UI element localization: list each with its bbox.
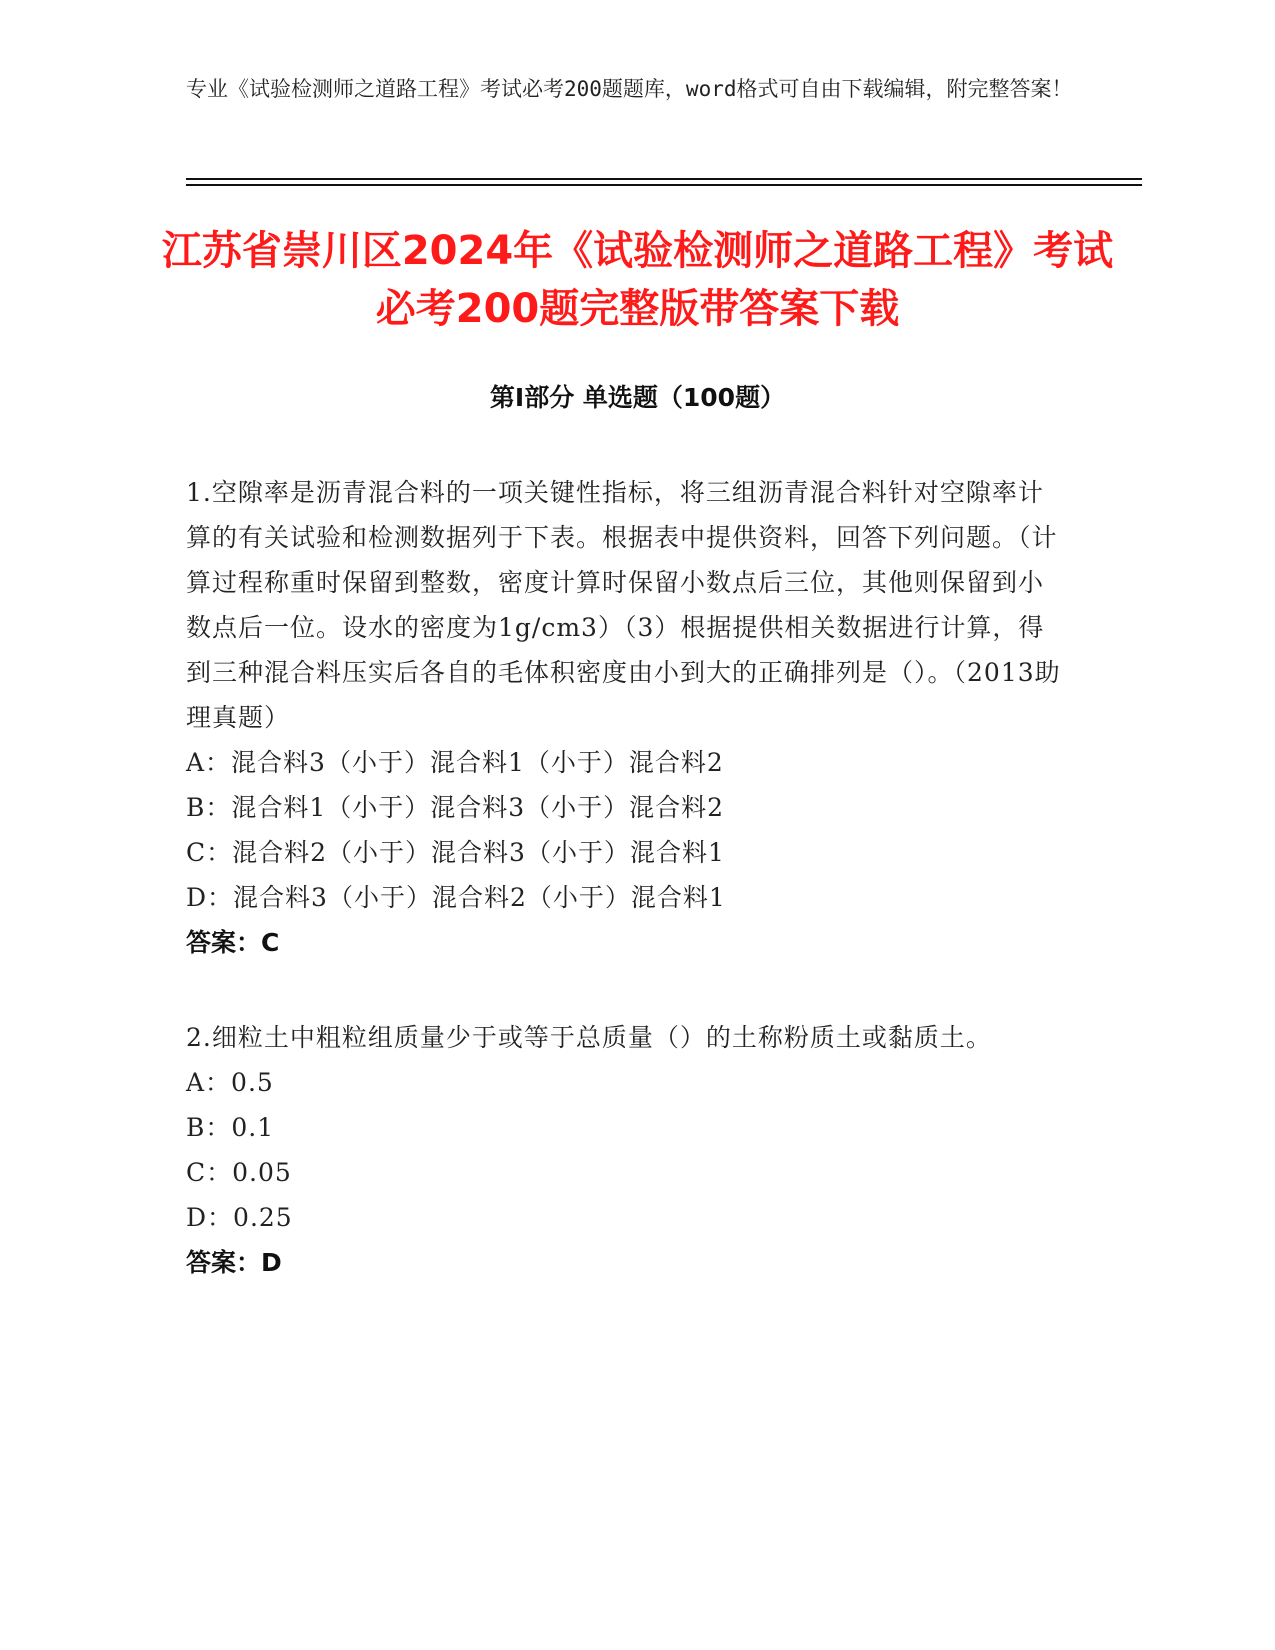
document-title: 江苏省崇川区2024年《试验检测师之道路工程》考试必考200题完整版带答案下载: [161, 228, 1114, 332]
header-divider-bottom: [186, 184, 1142, 186]
option-d: D：混合料3（小于）混合料2（小于）混合料1: [186, 883, 726, 912]
section-title: 第Ⅰ部分 单选题（100题）: [489, 383, 786, 412]
header-divider-top: [186, 178, 1142, 180]
option-b: B：0.1: [186, 1113, 275, 1142]
option-b: B：混合料1（小于）混合料3（小于）混合料2: [186, 793, 725, 822]
answer: 答案：D: [186, 1248, 282, 1277]
question-2: [186, 1015, 1066, 1285]
option-d: D：0.25: [186, 1203, 293, 1232]
question-stem: 2.细粒土中粗粒组质量少于或等于总质量（）的土称粉质土或黏质土。: [186, 1023, 992, 1052]
question-1: [186, 470, 1066, 965]
option-c: C：混合料2（小于）混合料3（小于）混合料1: [186, 838, 725, 867]
option-c: C：0.05: [186, 1158, 292, 1187]
question-stem: 1.空隙率是沥青混合料的一项关键性指标，将三组沥青混合料针对空隙率计算的有关试验和检测数据列于下表。根据表中提供资料，回答下列问题。（计算过程称重时保留到整数，密度计算时保留小数点后三位，其他则保留到小数点后一位。设水的密度为1g/cm3）（3）根据提供相关数据进行计算，得到三种混合料压实后各自的毛体积密度由小到大的正确排列是（）。（2013助理真题）: [186, 478, 1061, 732]
option-a: A：混合料3（小于）混合料1（小于）混合料2: [186, 748, 724, 777]
answer: 答案：C: [186, 928, 280, 957]
header-note: 专业《试验检测师之道路工程》考试必考200题题库，word格式可自由下载编辑，附完整答案！: [186, 77, 1073, 101]
option-a: A：0.5: [186, 1068, 274, 1097]
